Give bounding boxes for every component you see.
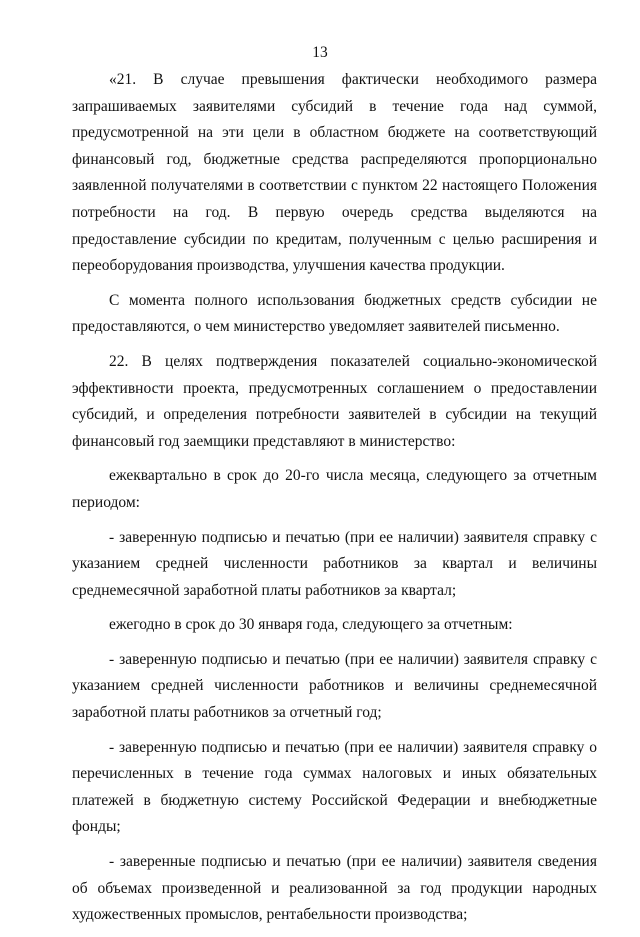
paragraph-clause-22: 22. В целях подтверждения показателей социально-экономической эффективности проекта, предусмотренных соглашением о предоставлении субсидий, и определения потребности заявителей в субсидии на текущий финансовый год заемщики представляют в министерство: [72, 352, 597, 450]
paragraph-clause-21: «21. В случае превышения фактически необходимого размера запрашиваемых заявителями субсидий в течение года над суммой, предусмотренной на эти цели в областном бюджете на соответствующий финансовый год, бюджетные средства распределяются пропорционально заявленной получателями в соответствии с пунктом 22 настоящего Положения потребности на год. В первую очередь средства выделяются на предоставление субсидии по кредитам, полученным с целью расширения и переоборудования производства, улучшения качества продукции. [72, 71, 597, 275]
list-item-tax-payments-certificate: - заверенную подписью и печатью (при ее наличии) заявителя справку о перечисленных в течение года суммах налоговых и иных обязательных платежей в бюджетную систему Российской Федерации и внебюджетные фонды; [72, 738, 597, 836]
paragraph-annually: ежегодно в срок до 30 января года, следующего за отчетным: [109, 616, 513, 634]
list-item-quarterly-certificate: - заверенную подписью и печатью (при ее наличии) заявителя справку с указанием средней численности работников за квартал и величины среднемесячной заработной платы работников за квартал; [72, 528, 597, 599]
list-item-production-info: - заверенные подписью и печатью (при ее наличии) заявителя сведения об объемах произведенной и реализованной за год продукции народных художественных промыслов, рентабельности производства; [72, 853, 597, 924]
paragraph-quarterly: ежеквартально в срок до 20-го числа месяца, следующего за отчетным периодом: [72, 467, 597, 511]
list-item-annual-employees-certificate: - заверенную подписью и печатью (при ее наличии) заявителя справку с указанием средней численности работников и величины среднемесячной заработной платы работников за отчетный год; [72, 650, 597, 722]
page-number: 13 [312, 44, 328, 61]
paragraph-subsidy-exhausted: С момента полного использования бюджетных средств субсидии не предоставляются, о чем министерство уведомляет заявителей письменно. [72, 291, 597, 336]
body-text [72, 67, 597, 937]
